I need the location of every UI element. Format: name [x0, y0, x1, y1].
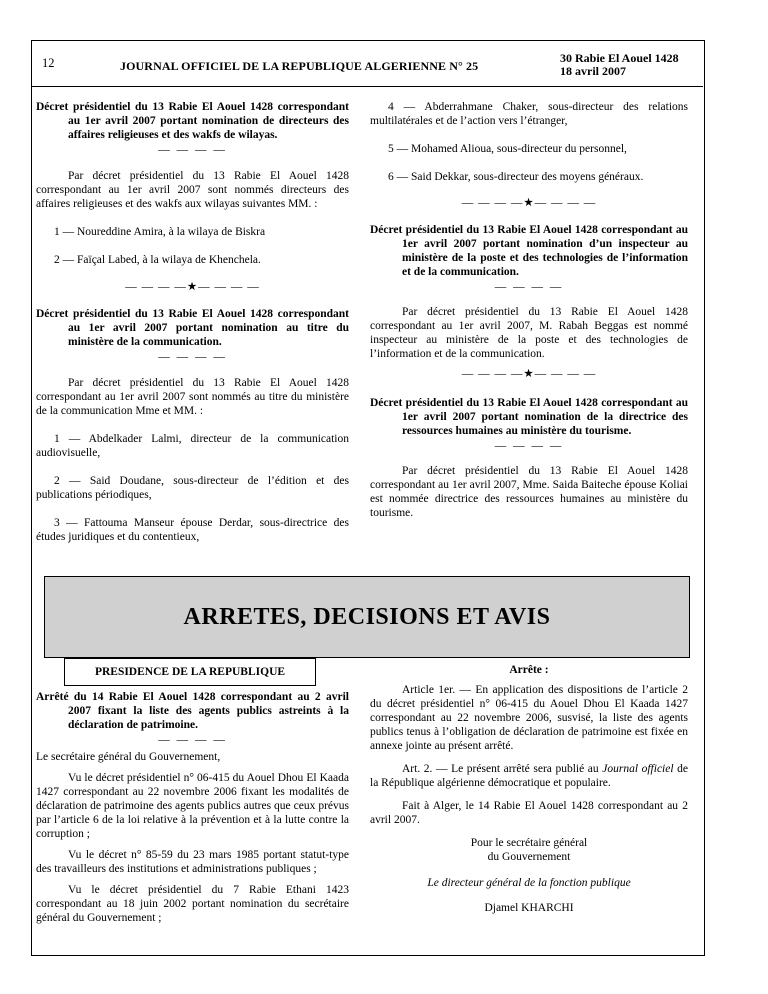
dash-separator: — — — — — [494, 440, 564, 452]
banner-title: ARRETES, DECISIONS ET AVIS — [183, 603, 551, 630]
decree1-item-1: 1 — Noureddine Amira, à la wilaya de Biskra — [54, 226, 266, 238]
arrete-title: Arrêté du 14 Rabie El Aouel 1428 correspondant au 2 avril 2007 fixant la liste des agents publics astreints à la déclaration de patrimoine. — [36, 691, 349, 731]
arrete-article-2 — [370, 762, 688, 790]
decree2-item-6: 6 — Said Dekkar, sous-directeur des moyens généraux. — [388, 171, 644, 183]
decree2-intro: Par décret présidentiel du 13 Rabie El Aouel 1428 correspondant au 1er avril 2007 sont nommés au titre du ministère de la communication Mme et MM. : — [36, 377, 349, 417]
date-hijri: 30 Rabie El Aouel 1428 — [560, 51, 679, 65]
journal-title: JOURNAL OFFICIEL DE LA REPUBLIQUE ALGERIENNE N° 25 — [120, 59, 479, 73]
signatory: Djamel KHARCHI — [484, 902, 574, 914]
page-number: 12 — [42, 56, 55, 70]
arrete-sg: Le secrétaire général du Gouvernement, — [36, 751, 221, 763]
art2-pre: Art. 2. — Le présent arrêté sera publié au — [402, 763, 603, 775]
art2-post: de la République algérienne démocratique et populaire. — [370, 763, 688, 789]
decree2-item-4: 4 — Abderrahmane Chaker, sous-directeur des relations multilatérales et de l’action vers l’étranger, — [370, 101, 688, 127]
decree2-item-1: 1 — Abdelkader Lalmi, directeur de la communication audiovisuelle, — [36, 433, 349, 459]
decree3-title: Décret présidentiel du 13 Rabie El Aouel 1428 correspondant au 1er avril 2007 portant nomination d’un inspecteur au ministère de la poste et des technologies de l’information et de la communication. — [370, 224, 688, 278]
date-gregorian: 18 avril 2007 — [560, 64, 626, 78]
decree2-title: Décret présidentiel du 13 Rabie El Aouel 1428 correspondant au 1er avril 2007 portant nomination au titre du ministère de la communication. — [36, 308, 349, 348]
decree3-body: Par décret présidentiel du 13 Rabie El Aouel 1428 correspondant au 1er avril 2007, M. Rabah Beggas est nommé inspecteur au ministère de la poste et des technologies de l’information et de la communication. — [370, 306, 688, 360]
arrete-fait: Fait à Alger, le 14 Rabie El Aouel 1428 correspondant au 2 avril 2007. — [370, 800, 688, 826]
decree4-title: Décret présidentiel du 13 Rabie El Aouel 1428 correspondant au 1er avril 2007 portant nomination de la directrice des ressources humaines au ministère du tourisme. — [370, 397, 688, 437]
right-column-upper — [370, 100, 688, 520]
star-separator: — — — —★— — — — — [461, 197, 597, 209]
left-column-lower — [36, 690, 349, 925]
left-column-upper — [36, 100, 349, 544]
right-column-lower — [370, 663, 688, 915]
decree2-item-2: 2 — Said Doudane, sous-directeur de l’édition et des publications périodiques, — [36, 475, 349, 501]
decree2-item-5: 5 — Mohamed Alioua, sous-directeur du personnel, — [388, 143, 627, 155]
issue-date — [560, 52, 679, 78]
directeur-line: Le directeur général de la fonction publique — [427, 877, 631, 889]
decree2-item-3: 3 — Fattouma Manseur épouse Derdar, sous-directrice des études juridiques et du contentieux, — [36, 517, 349, 543]
art2-journal: Journal officiel — [602, 763, 674, 775]
star-separator: — — — —★— — — — — [125, 281, 260, 293]
dash-separator: — — — — — [158, 351, 227, 363]
decree1-intro: Par décret présidentiel du 13 Rabie El Aouel 1428 correspondant au 1er avril 2007 sont nommés directeurs des affaires religieuses et des wakfs aux wilayas suivantes MM. : — [36, 170, 349, 210]
star-separator: — — — —★— — — — — [461, 368, 597, 380]
dash-separator: — — — — — [494, 281, 564, 293]
dash-separator: — — — — — [158, 734, 227, 746]
pour-line-1: Pour le secrétaire général — [470, 837, 588, 849]
arrete-vu-3: Vu le décret présidentiel du 7 Rabie Ethani 1423 correspondant au 18 juin 2002 portant nomination du secrétaire général du Gouvernement ; — [36, 884, 349, 924]
decree4-body: Par décret présidentiel du 13 Rabie El Aouel 1428 correspondant au 1er avril 2007, Mme. Saida Baiteche épouse Koliai est nommée directrice des ressources humaines au ministère du tourisme. — [370, 465, 688, 519]
arrete-vu-1: Vu le décret présidentiel n° 06-415 du Aouel Dhou El Kaada 1427 correspondant au 22 novembre 2006 fixant les modalités de déclaration de patrimoine des agents publics autres que ceux prévus par l’article 6 de la loi relative à la prévention et à la lutte contre la corruption ; — [36, 772, 349, 840]
arrete-article-1: Article 1er. — En application des dispositions de l’article 2 du décret présidentiel n° 06-415 du Aouel Dhou El Kaada 1427 correspondant au 22 novembre 2006, susvisé, la liste des agents publics tenus à l’obligation de déclaration de patrimoine est fixée en annexe jointe au présent arrêté. — [370, 684, 688, 752]
section-banner — [44, 576, 690, 658]
section-title: PRESIDENCE DE LA REPUBLIQUE — [94, 666, 286, 678]
decree1-item-2: 2 — Faïçal Labed, à la wilaya de Khenchela. — [54, 254, 261, 266]
arrete-label: Arrête : — [509, 664, 549, 676]
dash-separator: — — — — — [158, 144, 227, 156]
pour-line-2: du Gouvernement — [487, 851, 571, 863]
arrete-vu-2: Vu le décret n° 85-59 du 23 mars 1985 portant statut-type des travailleurs des institutions et administrations publiques ; — [36, 849, 349, 875]
section-box — [64, 658, 316, 686]
decree1-title: Décret présidentiel du 13 Rabie El Aouel 1428 correspondant au 1er avril 2007 portant nomination de directeurs des affaires religieuses et des wakfs de wilayas. — [36, 101, 349, 141]
